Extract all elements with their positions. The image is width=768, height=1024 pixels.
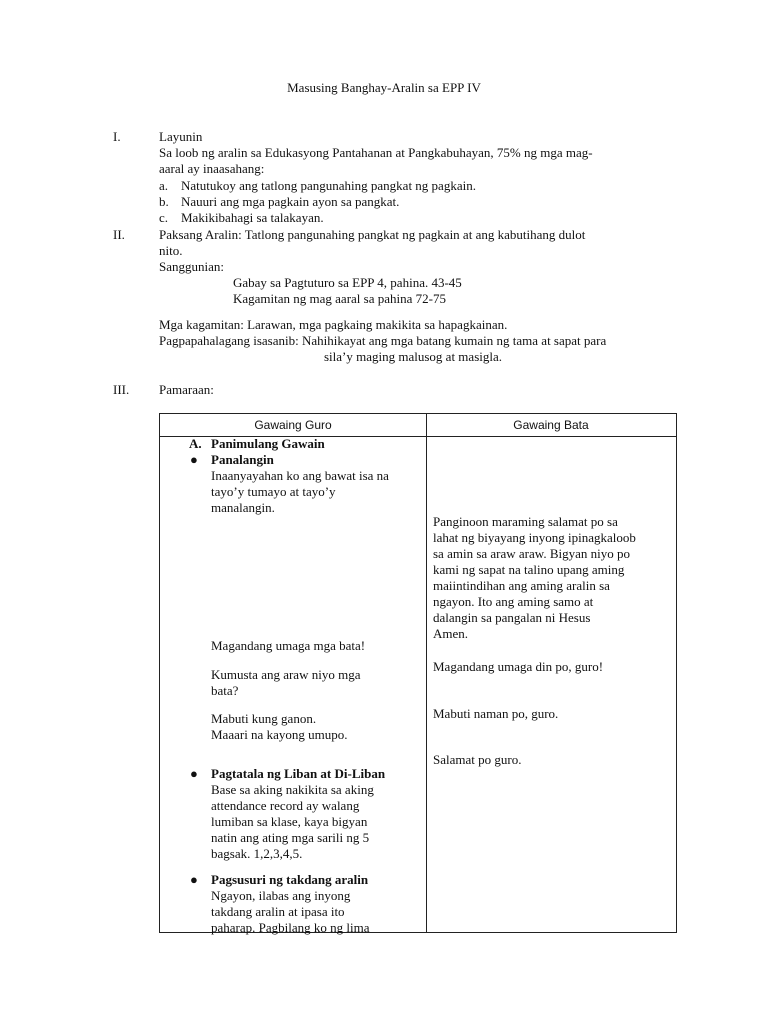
objective-text-b: Nauuri ang mga pagkain ayon sa pangkat. [181,194,400,209]
prayer-line-6: ngayon. Ito ang aming samo at [433,594,594,609]
table-header-gawaing-bata: Gawaing Bata [513,418,589,432]
assignment-line-3: paharap. Pagbilang ko ng lima [211,920,370,935]
attendance-line-1: Base sa aking nakikita sa aking [211,782,374,797]
prayer-line-4: kami ng sapat na talino upang aming [433,562,625,577]
student-reply-salamat: Salamat po guro. [433,752,522,767]
assignment-line-1: Ngayon, ilabas ang inyong [211,888,351,903]
objective-letter-b: b. [159,194,169,209]
reference-item-2: Kagamitan ng mag aaral sa pahina 72-75 [233,291,446,306]
objectives-intro-line-2: aaral ay inaasahang: [159,161,265,176]
prayer-line-7: dalangin sa pangalan ni Hesus [433,610,591,625]
section-numeral-2: II. [113,227,125,242]
objective-text-c: Makikibahagi sa talakayan. [181,210,324,225]
reference-item-1: Gabay sa Pagtuturo sa EPP 4, pahina. 43-45 [233,275,462,290]
table-column-divider [426,414,427,932]
mabuti-line-2: Maaari na kayong umupo. [211,727,348,742]
prayer-line-8: Amen. [433,626,469,641]
section-numeral-3: III. [113,382,130,397]
part-a-title: Panimulang Gawain [211,436,325,451]
prayer-line-5: maiintindihan ang aming aralin sa [433,578,610,593]
values-line-1: Pagpapahalagang isasanib: Nahihikayat ang mga batang kumain ng tama at sapat para [159,333,607,348]
materials-line: Mga kagamitan: Larawan, mga pagkaing makikita sa hapagkainan. [159,317,508,332]
kumusta-line-1: Kumusta ang araw niyo mga [211,667,361,682]
references-label: Sanggunian: [159,259,224,274]
attendance-line-2: attendance record ay walang [211,798,360,813]
objective-letter-c: c. [159,210,169,225]
panalangin-line-1: Inaanyayahan ko ang bawat isa na [211,468,389,483]
attendance-line-5: bagsak. 1,2,3,4,5. [211,846,303,861]
assignment-title: Pagsusuri ng takdang aralin [211,872,369,887]
attendance-line-3: lumiban sa klase, kaya bigyan [211,814,368,829]
teacher-greeting: Magandang umaga mga bata! [211,638,366,653]
lesson-procedure-table [159,413,677,933]
objective-letter-a: a. [159,178,169,193]
subject-line-2: nito. [159,243,183,258]
prayer-line-1: Panginoon maraming salamat po sa [433,514,618,529]
attendance-line-4: natin ang ating mga sarili ng 5 [211,830,370,845]
values-line-2: sila’y maging malusog at masigla. [324,349,502,364]
document-title: Masusing Banghay-Aralin sa EPP IV [287,80,481,95]
section-numeral-1: I. [113,129,121,144]
bullet-panalangin-icon: ● [190,452,198,467]
prayer-line-3: sa amin sa araw araw. Bigyan niyo po [433,546,630,561]
prayer-line-2: lahat ng biyayang inyong ipinagkaloob [433,530,636,545]
panalangin-line-2: tayo’y tumayo at tayo’y [211,484,336,499]
panalangin-title: Panalangin [211,452,274,467]
bullet-attendance-icon: ● [190,766,198,781]
mabuti-line-1: Mabuti kung ganon. [211,711,317,726]
objectives-intro-line-1: Sa loob ng aralin sa Edukasyong Pantahanan at Pangkabuhayan, 75% ng mga mag- [159,145,593,160]
student-reply-greeting: Magandang umaga din po, guro! [433,659,604,674]
assignment-line-2: takdang aralin at ipasa ito [211,904,345,919]
section-heading-layunin: Layunin [159,129,203,144]
attendance-title: Pagtatala ng Liban at Di-Liban [211,766,386,781]
part-a-letter: A. [189,436,202,451]
objective-text-a: Natutukoy ang tatlong pangunahing pangkat ng pagkain. [181,178,476,193]
kumusta-line-2: bata? [211,683,239,698]
section-heading-pamaraan: Pamaraan: [159,382,214,397]
bullet-assignment-icon: ● [190,872,198,887]
panalangin-line-3: manalangin. [211,500,275,515]
table-header-gawaing-guro: Gawaing Guro [254,418,332,432]
student-reply-mabuti: Mabuti naman po, guro. [433,706,559,721]
subject-line-1: Paksang Aralin: Tatlong pangunahing pangkat ng pagkain at ang kabutihang dulot [159,227,586,242]
